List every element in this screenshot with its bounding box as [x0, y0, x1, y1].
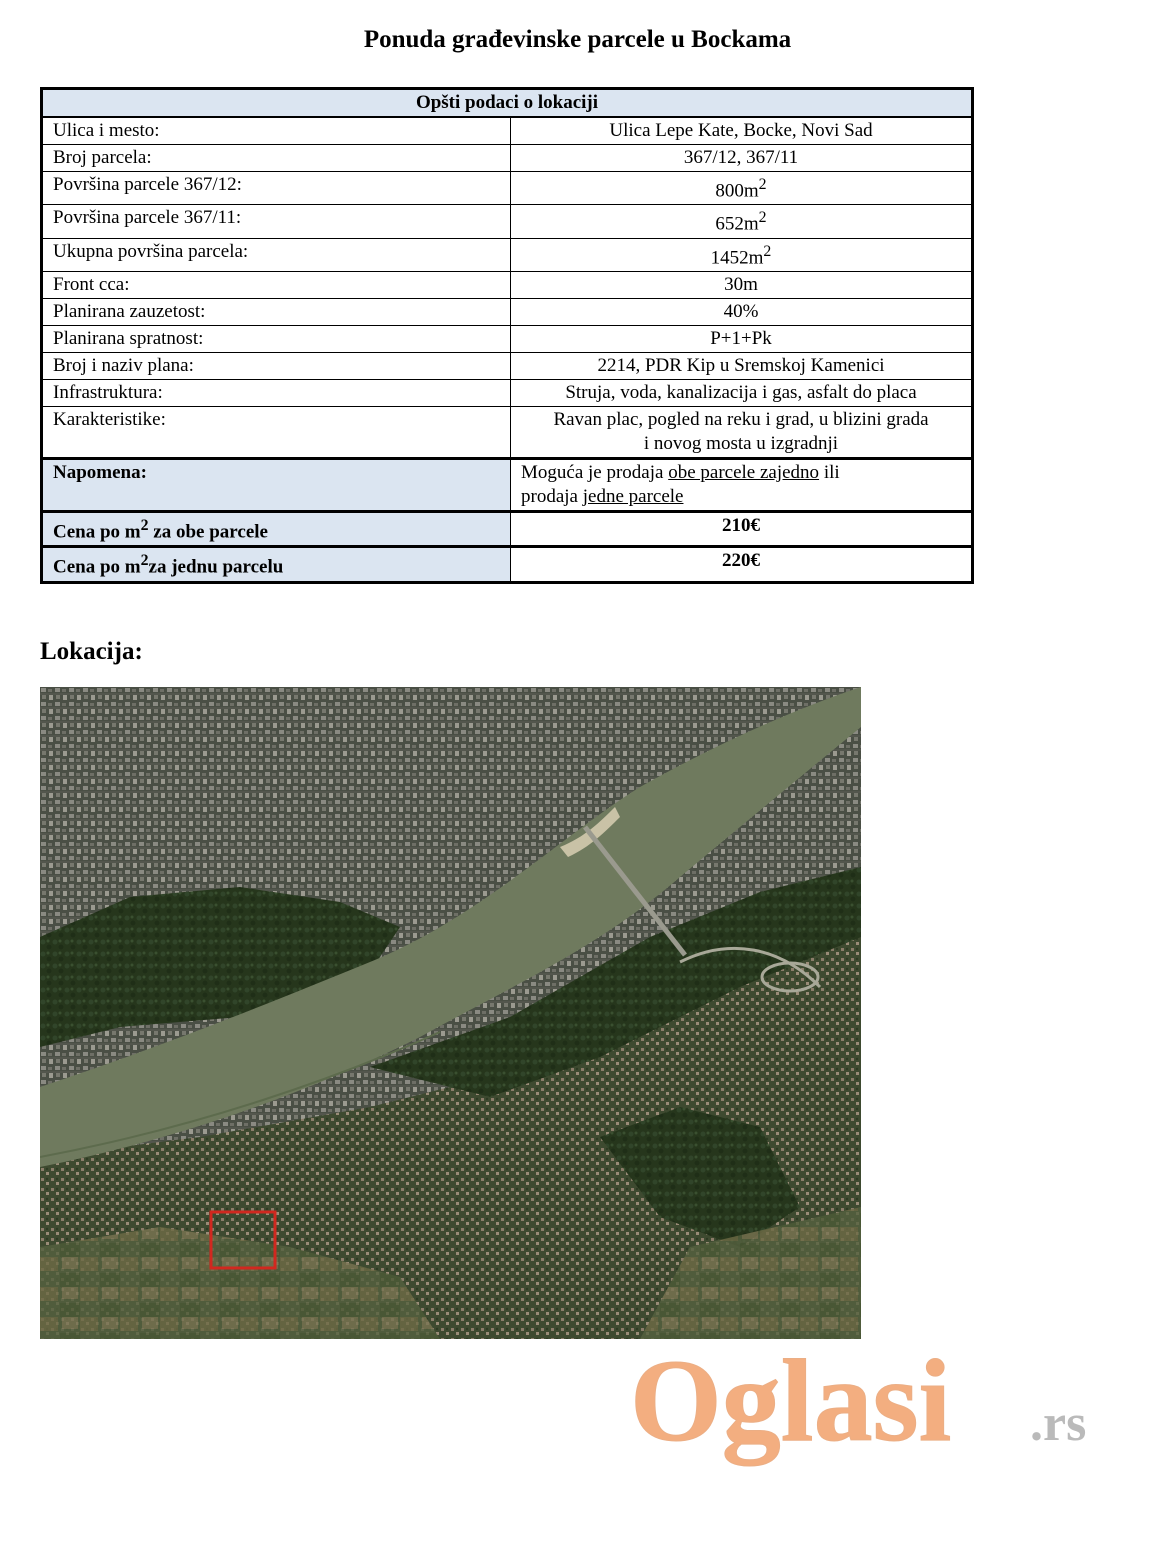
- value-text: 800m: [715, 180, 759, 202]
- row-label: Broj parcela:: [42, 145, 511, 172]
- price-label-text: Cena po m: [53, 521, 141, 543]
- table-row: [42, 205, 973, 238]
- table-header: Opšti podaci o lokaciji: [42, 89, 973, 118]
- row-value: 40%: [511, 298, 973, 325]
- price-label-text: za obe parcele: [148, 521, 268, 543]
- watermark-main: Oglasi: [630, 1345, 952, 1466]
- row-label: Front cca:: [42, 271, 511, 298]
- superscript: 2: [140, 516, 149, 534]
- superscript: 2: [763, 242, 772, 260]
- value-text: 652m: [715, 213, 759, 235]
- row-value: 367/12, 367/11: [511, 145, 973, 172]
- note-value: [511, 458, 973, 511]
- note-underline: jedne parcele: [582, 485, 684, 507]
- row-label: Površina parcele 367/11:: [42, 205, 511, 238]
- note-row: [42, 458, 973, 511]
- table-row: [42, 271, 973, 298]
- location-heading: Lokacija:: [40, 638, 143, 665]
- table-row: [42, 145, 973, 172]
- table-row: [42, 325, 973, 352]
- row-label: Planirana spratnost:: [42, 325, 511, 352]
- row-value: P+1+Pk: [511, 325, 973, 352]
- table-row: [42, 238, 973, 271]
- price-label-text: za jednu parcelu: [148, 556, 284, 578]
- superscript: 2: [758, 176, 767, 193]
- row-value: 30m: [511, 271, 973, 298]
- table-row: [42, 352, 973, 379]
- row-value: [511, 238, 973, 271]
- row-value: 2214, PDR Kip u Sremskoj Kamenici: [511, 352, 973, 379]
- note-text: prodaja: [521, 485, 583, 507]
- row-label: Površina parcele 367/12:: [42, 172, 511, 205]
- note-underline: obe parcele zajedno: [668, 461, 820, 483]
- note-text: ili: [819, 461, 840, 483]
- row-label: Karakteristike:: [42, 406, 511, 458]
- row-value: Struja, voda, kanalizacija i gas, asfalt do placa: [511, 379, 973, 406]
- row-label: Ulica i mesto:: [42, 117, 511, 145]
- value-text: 1452m: [710, 246, 764, 268]
- table-header-row: [42, 89, 973, 118]
- table-row: [42, 406, 973, 458]
- document-title: Ponuda građevinske parcele u Bockama: [363, 26, 792, 53]
- row-label: Infrastruktura:: [42, 379, 511, 406]
- row-value: Ulica Lepe Kate, Bocke, Novi Sad: [511, 117, 973, 145]
- watermark-tld: .rs: [1030, 1395, 1087, 1452]
- location-info-table: [40, 87, 974, 584]
- row-value: [511, 205, 973, 238]
- table-row: [42, 298, 973, 325]
- satellite-map-image: [40, 687, 861, 1339]
- table-row: [42, 117, 973, 145]
- price-label-text: Cena po m: [53, 556, 141, 578]
- superscript: 2: [140, 552, 149, 570]
- row-value: [511, 172, 973, 205]
- table-row: [42, 379, 973, 406]
- table-row: [42, 172, 973, 205]
- oglasi-watermark-logo: [630, 1345, 1150, 1475]
- price-row: [42, 547, 973, 582]
- row-label: Ukupna površina parcela:: [42, 238, 511, 271]
- row-label: Planirana zauzetost:: [42, 298, 511, 325]
- price-value: 220€: [511, 547, 973, 582]
- value-line: Ravan plac, pogled na reku i grad, u blizini grada: [553, 408, 929, 430]
- note-label: Napomena:: [42, 458, 511, 511]
- price-label: [42, 547, 511, 582]
- row-value: [511, 406, 973, 458]
- row-label: Broj i naziv plana:: [42, 352, 511, 379]
- value-line: i novog mosta u izgradnji: [643, 432, 839, 454]
- price-row: [42, 511, 973, 546]
- note-text: Moguća je prodaja: [521, 461, 669, 483]
- superscript: 2: [758, 209, 767, 227]
- price-value: 210€: [511, 511, 973, 546]
- price-label: [42, 511, 511, 546]
